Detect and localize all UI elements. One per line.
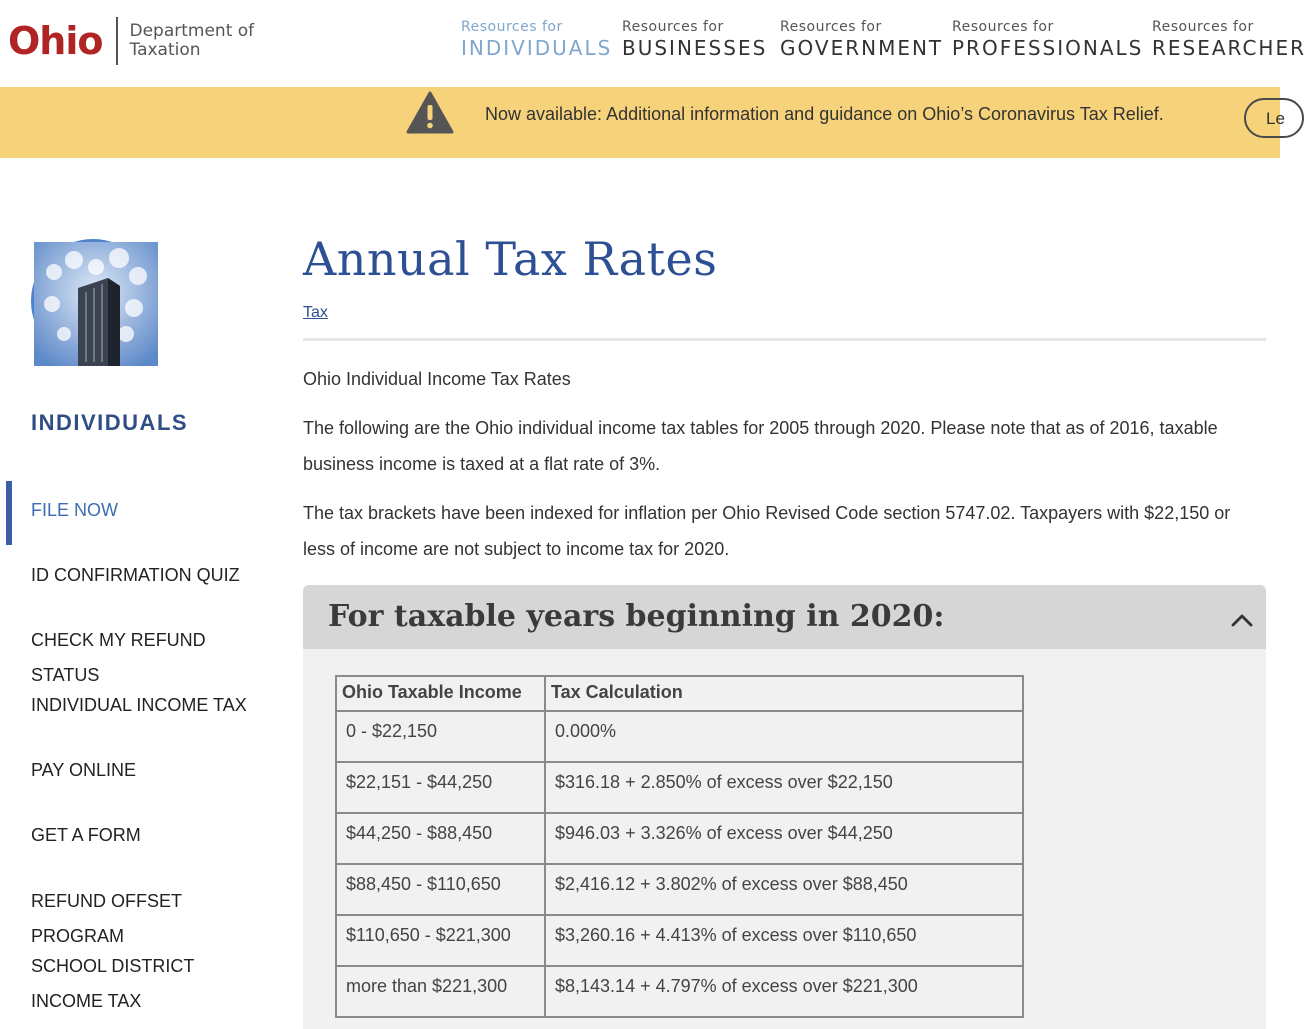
accordion-title: For taxable years beginning in 2020: [328,599,945,634]
calculation-cell: $8,143.14 + 4.797% of excess over $221,300 [545,966,1023,1017]
income-cell: $88,450 - $110,650 [336,864,545,915]
column-header-income: Ohio Taxable Income [336,676,545,711]
sidebar-item-pay-online[interactable]: PAY ONLINE [31,760,137,780]
table-row [336,864,1023,915]
sidebar-item-get-a-form[interactable]: GET A FORM [31,825,141,845]
alert-message: Now available: Additional information and guidance on Ohio’s Coronavirus Tax Relief. [485,104,1164,124]
active-indicator [6,481,12,545]
nav-small-label: Resources for [1152,19,1254,35]
sidebar-item-refund-offset-program[interactable]: REFUND OFFSET PROGRAM [31,891,182,946]
income-cell: more than $221,300 [336,966,545,1017]
table-header-row [336,676,1023,711]
nav-businesses[interactable] [622,19,767,60]
logo-dept-line1: Department of [129,21,255,41]
table-row [336,813,1023,864]
nav-individuals[interactable] [461,19,612,60]
warning-icon [406,90,454,134]
column-header-calculation: Tax Calculation [545,676,1023,711]
calculation-cell: 0.000% [545,711,1023,762]
alert-banner [0,87,1285,158]
nav-big-label: BUSINESSES [622,36,768,60]
calculation-cell: $946.03 + 3.326% of excess over $44,250 [545,813,1023,864]
sidebar-item-individual-income-tax[interactable]: INDIVIDUAL INCOME TAX [31,695,247,715]
sidebar-title: INDIVIDUALS [31,410,189,435]
chevron-up-icon[interactable] [1231,613,1253,627]
nav-researchers[interactable] [1152,19,1306,60]
section-subtitle: Ohio Individual Income Tax Rates [303,369,571,389]
table-row [336,915,1023,966]
tax-rate-table [335,675,1024,1018]
sidebar-item-id-confirmation-quiz[interactable]: ID CONFIRMATION QUIZ [31,565,240,585]
nav-big-label: INDIVIDUALS [461,36,613,60]
nav-government[interactable] [780,19,943,60]
sidebar-item-file-now[interactable]: FILE NOW [31,500,119,520]
income-cell: $44,250 - $88,450 [336,813,545,864]
table-row [336,711,1023,762]
table-row [336,762,1023,813]
nav-big-label: GOVERNMENT [780,36,944,60]
building-sky-image [34,242,158,366]
nav-big-label: RESEARCHER [1152,36,1306,60]
table-row [336,966,1023,1017]
income-cell: $110,650 - $221,300 [336,915,545,966]
accordion-2020-header[interactable] [303,585,1266,649]
title-divider [303,338,1266,341]
learn-more-button[interactable]: Le [1244,98,1304,138]
income-cell: $22,151 - $44,250 [336,762,545,813]
income-cell: 0 - $22,150 [336,711,545,762]
main-nav [0,19,1306,69]
logo-dept-line2: Taxation [129,40,201,60]
nav-big-label: PROFESSIONALS [952,36,1144,60]
calculation-cell: $2,416.12 + 3.802% of excess over $88,450 [545,864,1023,915]
nav-small-label: Resources for [952,19,1054,35]
sidebar-item-check-refund-status[interactable]: CHECK MY REFUND STATUS [31,630,206,685]
inflation-paragraph: The tax brackets have been indexed for inflation per Ohio Revised Code section 5747.02. Taxpayers with $22,150 or less of income are not subject to income tax for 2020. [303,503,1231,559]
nav-small-label: Resources for [461,19,563,35]
section-image [31,239,155,363]
site-header [0,0,1306,88]
intro-paragraph: The following are the Ohio individual income tax tables for 2005 through 2020. Please note that as of 2016, taxable business income is taxed at a flat rate of 3%. [303,418,1218,474]
nav-small-label: Resources for [780,19,882,35]
nav-small-label: Resources for [622,19,724,35]
nav-professionals[interactable] [952,19,1143,60]
page-title: Annual Tax Rates [303,232,718,286]
calculation-cell: $316.18 + 2.850% of excess over $22,150 [545,762,1023,813]
breadcrumb-tax[interactable]: Tax [303,304,328,321]
calculation-cell: $3,260.16 + 4.413% of excess over $110,650 [545,915,1023,966]
logo-wordmark: Ohio [8,19,103,63]
sidebar-item-school-district-income-tax[interactable]: SCHOOL DISTRICT INCOME TAX [31,956,195,1011]
